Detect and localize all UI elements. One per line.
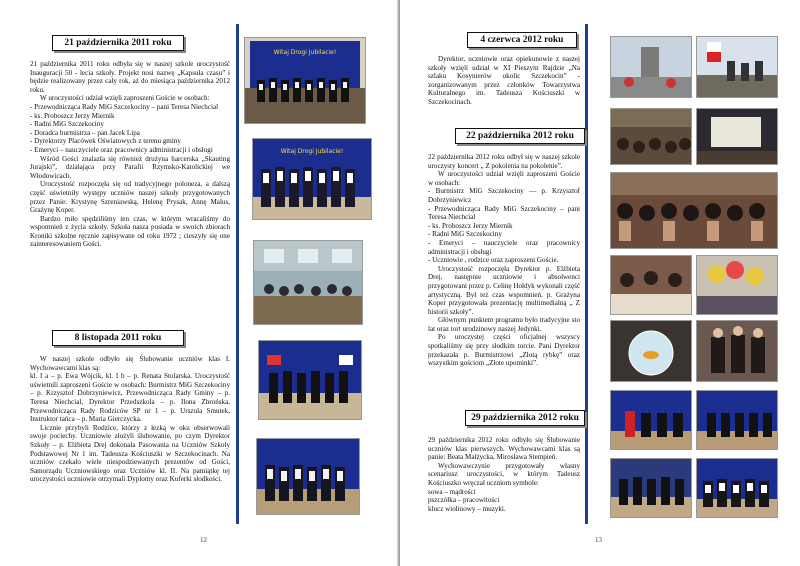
list-item: - Przewodnicząca Rady MiG Szczekociny – pani Teresa Niechcial xyxy=(428,204,580,222)
section-text xyxy=(428,436,580,513)
section-title: 21 października 2011 roku xyxy=(52,35,184,51)
photo-rally-monument xyxy=(610,36,692,98)
photo-pledge-class xyxy=(696,390,778,450)
photo-rally-flags xyxy=(696,36,778,98)
left-accent-bar xyxy=(236,24,239,524)
photo-stage-costumes xyxy=(610,390,692,450)
paragraph: Licznie przybyli Rodzice, którzy z łezką w oku obserwowali swoje pociechy. Uczniowie złożyli ślubowanie, po czym Dyrektor Szkoły – p. Elżbieta Drej dokonała Pasowania na Uczniów Szkoły Podstawowej Nr 1 im. Tadeusza Kościuszki w Szczekocinach. Na uczniów czekało wiele niespodziewanych prezentów od Gości, Samorządu Uczniowskiego oraz Uczniów kl. II. Na pamiątkę tej uroczystości uczniowie otrzymali Dyplomy oraz Kuferki słodkości. xyxy=(30,423,230,484)
page-number: 13 xyxy=(595,536,602,544)
paragraph: W uroczystości udział wzięli zaproszeni Goście w osobach: xyxy=(428,170,580,187)
photo-stage-performance xyxy=(244,37,366,124)
paragraph: 22 października 2012 roku odbył się w naszej szkole uroczysty koncert „ Z pokolenia na pokolenie”. xyxy=(428,153,580,170)
photo-goldfish-bowl xyxy=(610,320,692,382)
paragraph: Głównym punktem programu było tradycyjne sto lat oraz tort urodzinowy naszej Jedynki. xyxy=(428,316,580,333)
photo-seated-guests xyxy=(610,172,778,249)
paragraph: Po uroczystej części oficjalnej wszyscy spotkaliśmy się przy słodkim torcie. Pani Dyrektor przekazała p. Burmistrzowi „Złotą rybkę” oraz wszystkim gościom „Złote upominki”. xyxy=(428,333,580,368)
list-item: - Dyrektorzy Placówek Oświatowych z terenu gminy xyxy=(30,137,181,146)
photo-first-graders xyxy=(256,438,360,515)
list-item: - Burmistrz MiG Szczekociny — p. Krzysztof Dobrzyniewicz xyxy=(428,187,580,204)
paragraph: 21 października 2011 roku odbyła się w naszej szkole uroczystość Inauguracji 50 - lecia szkoły. Projekt nosi nazwę „Kapsuła czasu” i będzie realizowany przez cały rok, aż do miesiąca października 2012 roku. xyxy=(30,60,230,94)
list-item: - Emeryci – nauczyciele oraz pracownicy administracji i obsługi xyxy=(428,238,580,256)
photo-balloons xyxy=(696,255,778,315)
right-page xyxy=(400,0,800,566)
photo-caption: Witaj Drogi Jubilacie! xyxy=(280,148,344,155)
section-title: 22 października 2012 roku xyxy=(455,128,585,144)
photo-pledge-ceremony xyxy=(258,340,362,420)
list-item: pszczółka – pracowitości xyxy=(428,496,500,505)
photo-children-choir xyxy=(252,138,372,220)
photo-guests-table xyxy=(610,255,692,315)
photo-projection-screen xyxy=(696,108,778,165)
photo-children-hall xyxy=(610,458,692,518)
paragraph: 29 października 2012 roku odbyło się Ślubowanie uczniów klas pierwszych. Wychowawcami klas są panie: Beata Małżycka, Mirosława Stempień. xyxy=(428,436,580,462)
section-text xyxy=(428,153,580,368)
right-accent-bar xyxy=(585,24,588,524)
list-item: - ks. Proboszcz Jerzy Miernik xyxy=(428,221,513,230)
list-item: - Radni MiG Szczekociny xyxy=(30,120,104,129)
list-item: - Uczniowie , rodzice oraz zaproszeni Goście. xyxy=(428,256,559,265)
paragraph: Dyrektor, uczniowie oraz opiekunowie z naszej szkoły wzięli udział w XI Pieszym Rajdzie „Na szlaku Kosynierów okolic Szczekocin” - zorganizowanym przez członków Towarzystwa Kulturalnego im. Tadeusza Kościuszki w Szczekocinach. xyxy=(428,55,580,106)
photo-first-class-group xyxy=(696,458,778,518)
list-item: - Doradca burmistrza – pan Jacek Lipa xyxy=(30,128,140,137)
list-item: - ks. Proboszcz Jerzy Miernik xyxy=(30,111,115,120)
section-text xyxy=(30,355,230,484)
photo-speakers xyxy=(696,320,778,382)
section-text xyxy=(30,60,230,249)
list-item: - Emeryci – nauczyciele oraz pracownicy administracji i obsługi xyxy=(30,145,213,154)
paragraph: Bardzo miło spędziliśmy ten czas, w którym wracaliśmy do wspomnień z życia szkoły. Szkoła nasza posiada w swoich zbiorach Kroniki szkolne ręcznie zapisywane od roku 1972 ; cieszyły się one zainteresowaniem Gości. xyxy=(30,214,230,249)
section-text xyxy=(428,55,580,107)
list-item: sowa – mądrości xyxy=(428,487,476,496)
paragraph: Uroczystość rozpoczęła się od tradycyjnego poloneza, a dalszą część uświetniły występy uczniów naszej szkoły przygotowanych przez Panie: Krystynę Szreniawską, Helenę Prysak, Annę Malus, Grażynę Koper. xyxy=(30,180,230,215)
section-title: 8 listopada 2011 roku xyxy=(52,330,184,346)
paragraph: Wychowawczynie przygotowały własny scenariusz uroczystości, w którym Tadeusz Kościuszko wręczał uczniom symbole: xyxy=(428,461,580,487)
paragraph: W uroczystości udział wzięli zaproszeni Goście w osobach: xyxy=(40,94,210,103)
paragraph: kl. I a – p. Ewa Wójcik, kl. I b – p. Renata Stolarska. Uroczystość uświetnili zaproszeni Goście w osobach: Burmistrz MiG Szczekociny – p. Krzysztof Dobrzyniewicz, Przewodnicząca Rady Gminy – p. Teresa Niechcial, Dyrektor Przedszkola – p. Ilona Zbrońska, Przewodnicząca Rady Rodziców SP nr 1 – p. Urszula Smutek, Instruktor tańca – p. Maria Gierczycka. xyxy=(30,372,230,424)
section-title: 29 października 2012 roku xyxy=(465,410,585,426)
photo-hall-audience xyxy=(610,108,692,165)
photo-caption: Witaj Drogi Jubilacie! xyxy=(273,49,337,56)
section-title: 4 czerwca 2012 roku xyxy=(467,32,577,48)
photo-gym-audience xyxy=(253,240,363,325)
paragraph: Uroczystość rozpoczęła Dyrektor p. Elżbieta Drej, następnie uczniowie i absolwenci przygotowani przez p. Celinę Hołdyk wykonali część artystyczną. Był też czas wspomnień. p. Grażyna Koper przygotowała prezentację multimedialną „ Z historii szkoły”. xyxy=(428,264,580,316)
list-item: klucz wiolinowy – muzyki. xyxy=(428,504,506,513)
paragraph: Wśród Gości znalazła się również drużyna harcerska „Skauting Jurajski”, działająca przy Parafii Rzymsko-Katolickiej we Włodowicach. xyxy=(30,154,230,180)
page-number: 12 xyxy=(200,536,207,544)
paragraph: W naszej szkole odbyło się Ślubowanie uczniów klas I. Wychowawcami klas są: xyxy=(30,355,230,372)
list-item: - Radni MiG Szczekociny xyxy=(428,230,502,239)
list-item: - Przewodnicząca Rady MiG Szczekociny – pani Teresa Niechcial xyxy=(30,102,219,111)
